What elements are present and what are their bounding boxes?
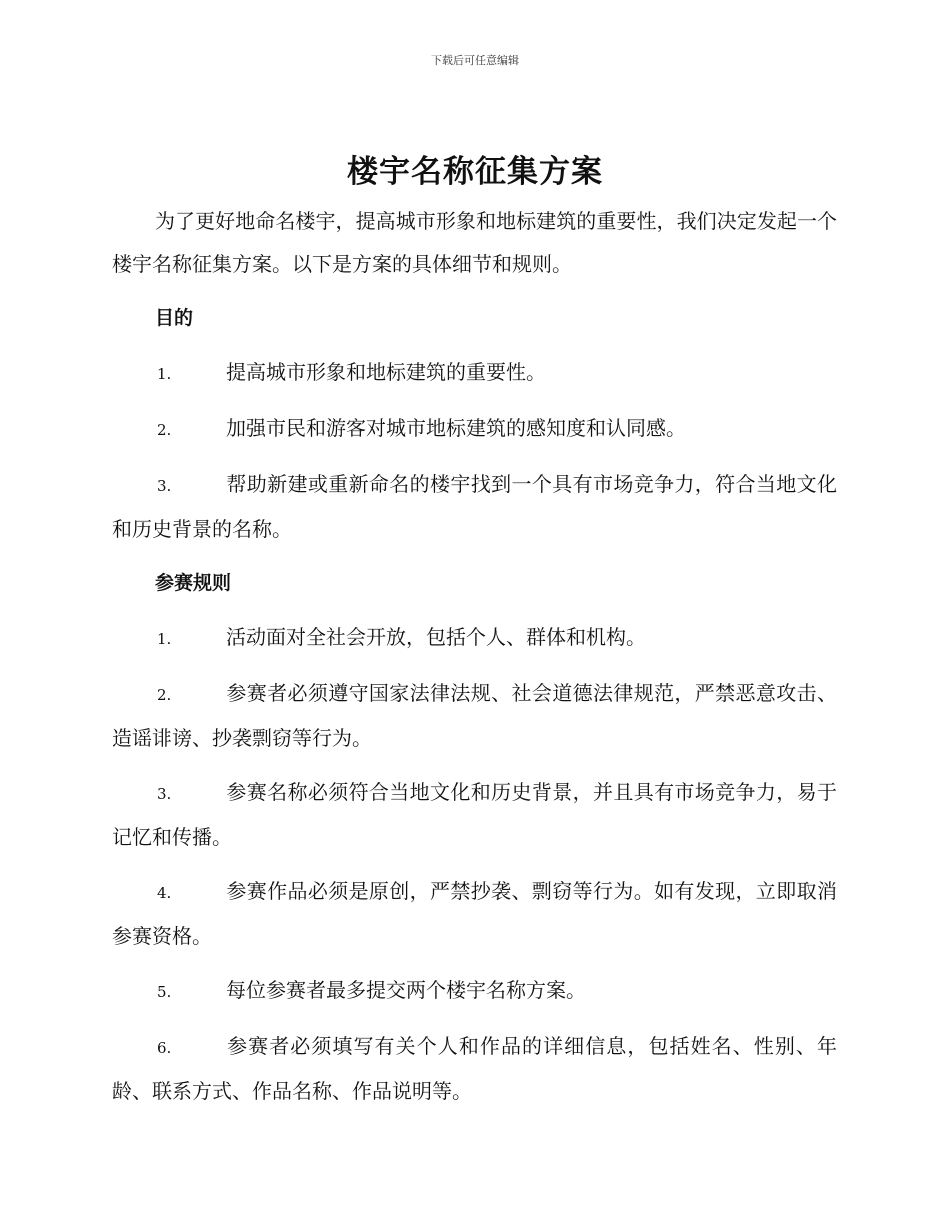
list-item [112,351,837,396]
intro-paragraph: 为了更好地命名楼宇，提高城市形象和地标建筑的重要性，我们决定发起一个楼宇名称征集方案。以下是方案的具体细节和规则。 [112,209,837,276]
list-item-number: 2. [157,421,172,439]
list-item-number: 3. [157,477,172,495]
list-item-number: 1. [157,630,172,648]
list-item-text: 参赛作品必须是原创，严禁抄袭、剽窃等行为。如有发现，立即取消参赛资格。 [112,879,837,948]
section-heading-purpose: 目的 [155,307,194,329]
list-item [112,463,837,551]
page-header: 下载后可任意编辑 [431,54,519,67]
list-item-number: 6. [157,1039,172,1057]
list-item-number: 3. [157,785,172,803]
list-item-text: 参赛名称必须符合当地文化和历史背景，并且具有市场竞争力，易于记忆和传播。 [112,780,837,849]
list-item [112,870,837,958]
list-item [112,672,837,760]
list-item [112,407,837,452]
document-body [112,200,837,1124]
list-item-text: 提高城市形象和地标建筑的重要性。 [226,360,546,384]
list-item [112,771,837,859]
section-heading-rules: 参赛规则 [155,572,232,594]
list-item [112,969,837,1014]
list-item-text: 帮助新建或重新命名的楼宇找到一个具有市场竞争力，符合当地文化和历史背景的名称。 [112,472,837,541]
list-item-number: 2. [157,686,172,704]
list-item-text: 活动面对全社会开放，包括个人、群体和机构。 [226,625,646,649]
list-item [112,1025,837,1113]
list-item-number: 4. [157,884,172,902]
list-item-number: 5. [157,983,172,1001]
list-item-text: 加强市民和游客对城市地标建筑的感知度和认同感。 [226,416,686,440]
list-item-text: 每位参赛者最多提交两个楼宇名称方案。 [226,978,586,1002]
list-item-text: 参赛者必须遵守国家法律法规、社会道德法律规范，严禁恶意攻击、造谣诽谤、抄袭剽窃等行为。 [112,681,837,750]
list-item-number: 1. [157,365,172,383]
document-title: 楼宇名称征集方案 [347,154,603,190]
list-item-text: 参赛者必须填写有关个人和作品的详细信息，包括姓名、性别、年龄、联系方式、作品名称、作品说明等。 [112,1034,837,1103]
list-item [112,616,837,661]
